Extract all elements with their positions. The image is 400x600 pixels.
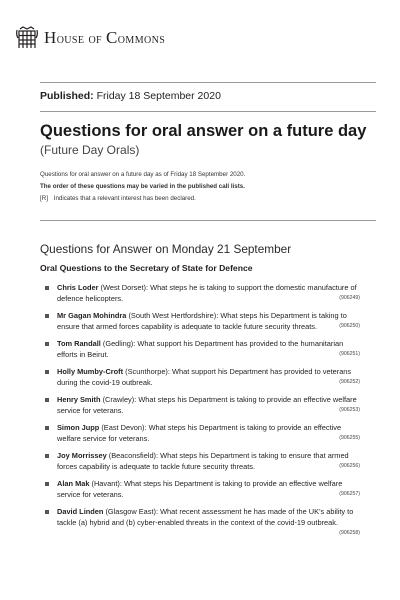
page-title: Questions for oral answer on a future day	[40, 122, 367, 140]
intro-notes	[40, 169, 245, 205]
page-subtitle: (Future Day Orals)	[40, 143, 140, 157]
published-label: Published:	[40, 90, 94, 102]
divider-intro	[40, 220, 376, 221]
question-list	[40, 282, 360, 539]
question-reference: (906249)	[339, 295, 360, 301]
section-title: Questions for Answer on Monday 21 September	[40, 242, 292, 256]
intro-line-2: The order of these questions may be varied in the published call lists.	[40, 183, 245, 190]
question-text: (Glasgow East): What recent assessment he has made of the UK's ability to tackle (a) hybrid and (b) cyber-enabled threats in the context of the covid-19 outbreak.	[57, 507, 354, 527]
portcullis-logo-icon	[16, 26, 38, 50]
bullet-icon	[45, 286, 49, 290]
question-item	[40, 478, 360, 500]
question-text: (Gedling): What support his Department has provided to the humanitarian efforts in Beirut.	[57, 339, 344, 359]
divider-top	[40, 82, 376, 83]
subsection-title: Oral Questions to the Secretary of State for Defence	[40, 263, 253, 273]
bullet-icon	[45, 426, 49, 430]
question-reference: (906257)	[339, 491, 360, 497]
member-name: Mr Gagan Mohindra	[57, 311, 127, 320]
bullet-icon	[45, 510, 49, 514]
question-item	[40, 338, 360, 360]
question-reference: (906256)	[339, 463, 360, 469]
question-reference: (906252)	[339, 379, 360, 385]
question-text: (Beaconsfield): What steps his Department is taking to ensure that armed forces capability is adequate to tackle future security threats.	[57, 451, 349, 471]
member-name: Joy Morrissey	[57, 451, 107, 460]
organisation-name-initial-h: H	[44, 28, 57, 47]
question-reference: (906253)	[339, 407, 360, 413]
member-name: Henry Smith	[57, 395, 101, 404]
question-reference: (906255)	[339, 435, 360, 441]
question-reference: (906251)	[339, 351, 360, 357]
question-text: (East Devon): What steps his Department is taking to provide an effective welfare service for veterans.	[57, 423, 342, 443]
question-item	[40, 394, 360, 416]
organisation-name-of: of	[88, 31, 107, 47]
member-name: Chris Loder	[57, 283, 99, 292]
organisation-name-initial-c: C	[106, 28, 118, 47]
organisation-name-ommons: ommons	[117, 31, 166, 47]
member-name: Holly Mumby-Croft	[57, 367, 124, 376]
published-line	[40, 90, 221, 102]
intro-line-1: Questions for oral answer on a future day as of Friday 18 September 2020.	[40, 171, 246, 178]
bullet-icon	[45, 482, 49, 486]
question-item	[40, 366, 360, 388]
question-item	[40, 422, 360, 444]
question-text: (West Dorset): What steps he is taking to support the domestic manufacture of defence helicopters.	[57, 283, 357, 303]
question-item	[40, 506, 360, 536]
bullet-icon	[45, 370, 49, 374]
relevant-interest-text: Indicates that a relevant interest has been declared.	[53, 195, 196, 202]
intro-line-3	[40, 193, 245, 205]
member-name: Tom Randall	[57, 339, 101, 348]
bullet-icon	[45, 314, 49, 318]
question-text: (Havant): What steps his Department is taking to provide an effective welfare service for veterans.	[57, 479, 343, 499]
bullet-icon	[45, 398, 49, 402]
member-name: Simon Jupp	[57, 423, 100, 432]
bullet-icon	[45, 454, 49, 458]
question-item	[40, 282, 360, 304]
page-header	[16, 26, 165, 50]
question-reference: (906250)	[339, 323, 360, 329]
question-text: (Crawley): What steps his Department is taking to provide an effective welfare service for veterans.	[57, 395, 357, 415]
member-name: David Linden	[57, 507, 104, 516]
relevant-interest-code: [R]	[40, 195, 48, 202]
divider-published	[40, 111, 376, 112]
published-date: Friday 18 September 2020	[96, 90, 221, 102]
question-item	[40, 450, 360, 472]
question-reference: (906258)	[339, 530, 360, 536]
member-name: Alan Mak	[57, 479, 90, 488]
organisation-name-ouse: ouse	[56, 31, 89, 47]
bullet-icon	[45, 342, 49, 346]
organisation-name	[44, 28, 165, 48]
question-text: (South West Hertfordshire): What steps his Department is taking to ensure that armed forces capability is adequate to tackle future security threats.	[57, 311, 347, 331]
question-item	[40, 310, 360, 332]
question-text: (Scunthorpe): What support his Department has provided to veterans during the covid-19 outbreak.	[57, 367, 352, 387]
